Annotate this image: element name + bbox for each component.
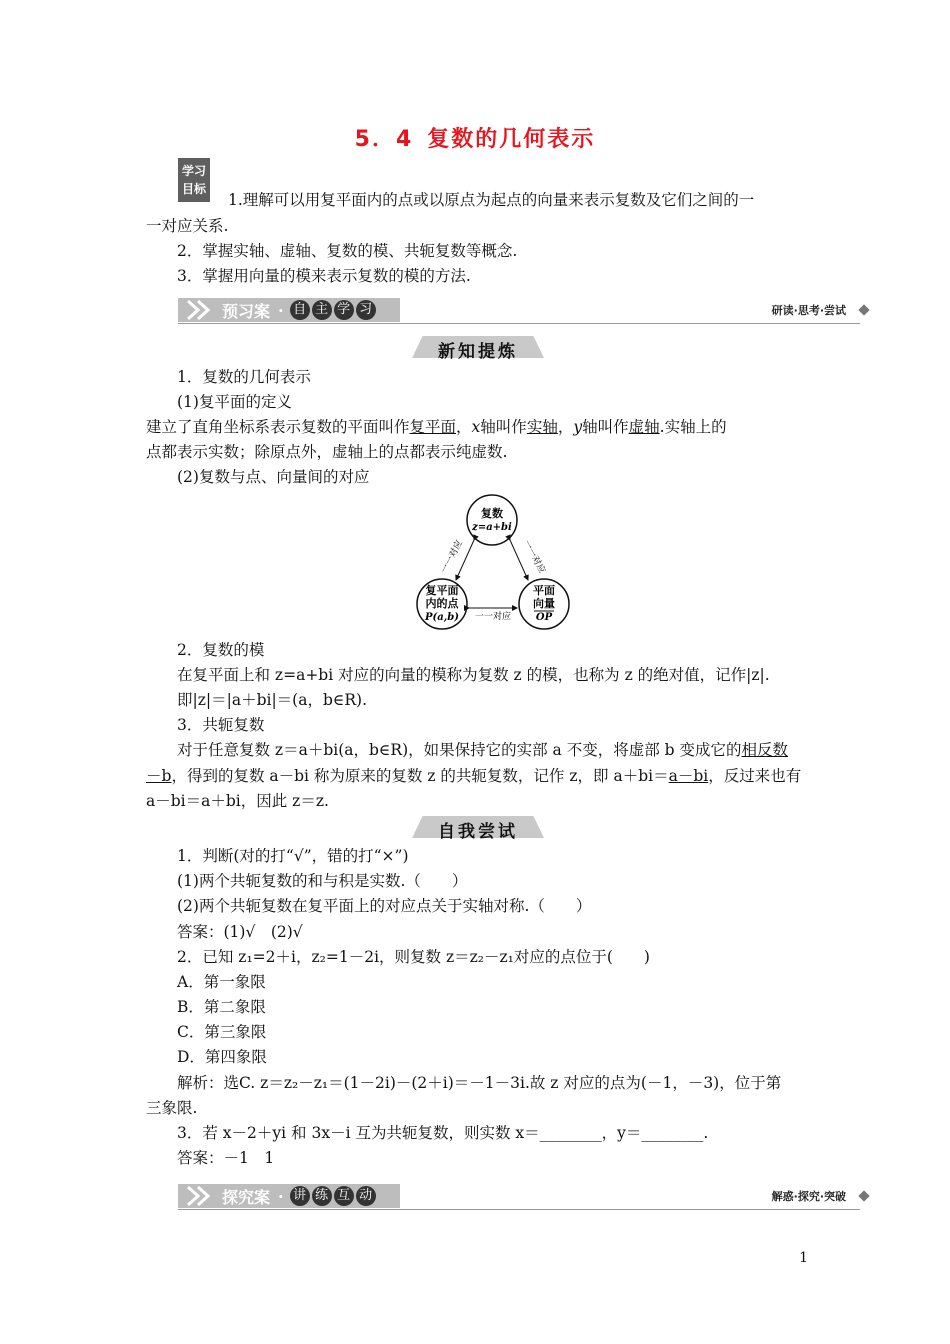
subheading: (2)复数与点、向量间的对应 [177, 468, 370, 486]
page-title: 5．4 复数的几何表示 [354, 127, 596, 152]
svg-text:复数: 复数 [481, 507, 503, 520]
exercise-line: (1)两个共轭复数的和与积是实数.（ ） [177, 872, 468, 890]
section-bar-preview: 预习案 · 自 主 学 习 研读·思考·尝试 [178, 298, 868, 324]
goal-line: 3．掌握用向量的模来表示复数的模的方法. [177, 267, 471, 285]
heading: 2．复数的模 [177, 641, 265, 659]
bar-tab: 预习案 · 自 主 学 习 [178, 298, 400, 322]
bar-tab: 探究案 · 讲 练 互 动 [178, 1184, 400, 1208]
solution-line: 三象限. [146, 1099, 198, 1117]
svg-text:一一对应: 一一对应 [474, 612, 512, 622]
exercise-line: 1．判断(对的打“√”，错的打“×”) [177, 847, 409, 865]
svg-text:P(a,b): P(a,b) [425, 612, 459, 623]
exercise-line: 3．若 x－2＋yi 和 3x－i 互为共轭复数，则实数 x＝________，y＝________. [177, 1124, 709, 1142]
double-chevron-icon [178, 298, 222, 322]
answer-line: 答案：－1 1 [177, 1149, 275, 1167]
section-bar-explore: 探究案 · 讲 练 互 动 解惑·探究·突破 [178, 1184, 868, 1210]
option-c: C．第三象限 [177, 1023, 267, 1041]
goal-line: 一对应关系. [146, 217, 229, 235]
option-d: D．第四象限 [177, 1048, 267, 1066]
paragraph: 对于任意复数 z＝a＋bi(a，b∈R)，如果保持它的实部 a 不变，将虚部 b 变成它的相反数 [177, 741, 789, 759]
section-heading-new-knowledge: 新知提炼 [412, 336, 544, 360]
paragraph: －b，得到的复数 a－bi 称为原来的复数 z 的共轭复数，记作 z，即 a＋bi＝a－bi，反过来也有 [146, 767, 802, 785]
section-heading-self-try: 自我尝试 [412, 816, 544, 840]
paragraph: 点都表示实数；除原点外，虚轴上的点都表示纯虚数. [146, 443, 508, 461]
paragraph: a－bi＝a＋bi，因此 z＝z. [146, 792, 329, 810]
paragraph: 即|z|＝|a＋bi|＝(a，b∈R). [177, 691, 368, 709]
diamond-icon [858, 1190, 869, 1201]
option-b: B．第二象限 [177, 998, 266, 1016]
goal-line: 2．掌握实轴、虚轴、复数的模、共轭复数等概念. [177, 242, 518, 260]
svg-text:OP: OP [535, 612, 553, 623]
subheading: (1)复平面的定义 [177, 393, 292, 411]
divider [178, 323, 860, 324]
answer-line: 答案：(1)√ (2)√ [177, 923, 303, 941]
paragraph: 在复平面上和 z=a+bi 对应的向量的模称为复数 z 的模，也称为 z 的绝对值，记作|z|. [177, 666, 770, 684]
svg-text:一一对应: 一一对应 [439, 538, 466, 576]
svg-text:一一对应: 一一对应 [520, 538, 547, 576]
paragraph: 建立了直角坐标系表示复数的平面叫作复平面，x轴叫作实轴，y轴叫作虚轴.实轴上的 [146, 418, 727, 436]
diamond-icon [858, 304, 869, 315]
svg-text:复平面: 复平面 [425, 584, 459, 597]
svg-text:向量: 向量 [533, 597, 555, 610]
node-complex [467, 495, 517, 545]
solution-line: 解析：选C. z＝z₂－z₁＝(1－2i)－(2＋i)＝－1－3i.故 z 对应的点为(－1，－3)，位于第 [177, 1074, 782, 1092]
double-chevron-icon [178, 1184, 222, 1208]
exercise-line: 2．已知 z₁=2＋i，z₂=1－2i，则复数 z＝z₂－z₁对应的点位于( ) [177, 948, 650, 966]
heading: 1．复数的几何表示 [177, 368, 311, 386]
option-a: A．第一象限 [177, 973, 266, 991]
exercise-line: (2)两个共轭复数在复平面上的对应点关于实轴对称.（ ） [177, 897, 592, 915]
heading: 3．共轭复数 [177, 716, 265, 734]
svg-text:z=a+bi: z=a+bi [472, 522, 512, 533]
svg-text:平面: 平面 [533, 584, 555, 597]
goal-line: 1.理解可以用复平面内的点或以原点为起点的向量来表示复数及它们之间的一 [228, 191, 755, 209]
correspondence-diagram [410, 492, 580, 634]
divider [178, 1209, 860, 1210]
learning-goal-badge: 学习 目标 [178, 158, 210, 202]
page-number: 1 [799, 1250, 808, 1266]
svg-text:内的点: 内的点 [425, 597, 459, 610]
